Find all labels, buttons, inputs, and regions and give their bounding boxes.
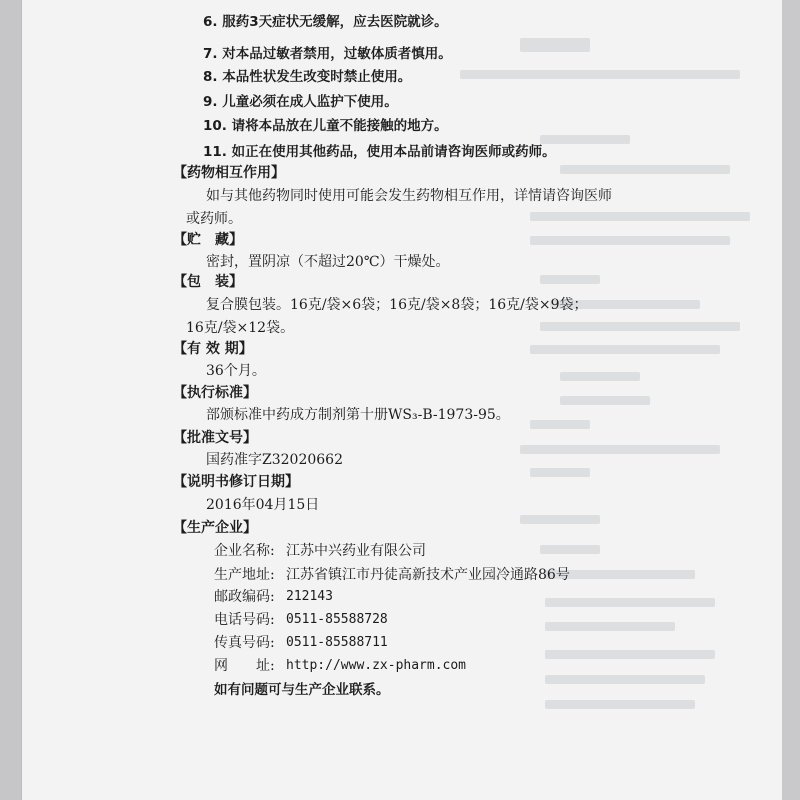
bracket-open: 【 (173, 165, 187, 181)
precaution-item: 6. 服药3天症状无缓解，应去医院就诊。 (203, 14, 448, 30)
packaging-text: 16克/袋×12袋。 (186, 320, 295, 336)
bracket-open: 【 (173, 385, 187, 401)
section-heading-label: 执行标准 (187, 385, 243, 401)
interactions-text: 如与其他药物同时使用可能会发生药物相互作用，详情请咨询医师 (206, 188, 612, 204)
section-heading-manufacturer (173, 519, 257, 537)
bracket-close: 】 (243, 520, 257, 536)
section-heading-label: 生产企业 (187, 520, 243, 536)
bracket-close: 】 (271, 165, 285, 181)
bracket-close: 】 (229, 232, 243, 248)
bracket-close: 】 (238, 341, 253, 357)
section-heading-revision-date (173, 473, 299, 491)
bracket-open: 【 (173, 474, 187, 490)
packaging-text: 复合膜包装。16克/袋×6袋；16克/袋×8袋；16克/袋×9袋； (206, 297, 588, 313)
company-name-label: 企业名称: (214, 543, 275, 559)
postcode: 212143 (286, 589, 333, 604)
approval-number: 国药准字Z32020662 (206, 452, 343, 468)
address: 江苏省镇江市丹徒高新技术产业园冷通路86号 (286, 567, 570, 583)
section-heading-label: 说明书修订日期 (187, 474, 285, 490)
section-heading-standard (173, 384, 257, 402)
precaution-item: 9. 儿童必须在成人监护下使用。 (203, 94, 398, 110)
section-heading-label: 批准文号 (187, 430, 243, 446)
bracket-close: 】 (229, 274, 243, 290)
section-heading-label: 贮 藏 (187, 232, 229, 248)
fax: 0511-85588711 (286, 635, 388, 650)
section-heading-approval (173, 429, 257, 447)
bracket-open: 【 (173, 341, 187, 357)
section-heading-label: 药物相互作用 (187, 165, 271, 181)
bracket-open: 【 (173, 274, 187, 290)
bracket-close: 】 (285, 474, 299, 490)
bracket-close: 】 (243, 430, 257, 446)
phone: 0511-85588728 (286, 612, 388, 627)
section-heading-label: 包 装 (187, 274, 229, 290)
bracket-open: 【 (173, 430, 187, 446)
precaution-item: 11. 如正在使用其他药品，使用本品前请咨询医师或药师。 (203, 144, 556, 160)
section-heading-label: 有 效 期 (187, 341, 239, 357)
standard-text: 部颁标准中药成方制剂第十册WS₃-B-1973-95。 (206, 407, 510, 423)
section-heading-interactions (173, 164, 285, 182)
revision-date: 2016年04月15日 (206, 497, 320, 513)
fax-label: 传真号码: (214, 635, 275, 651)
address-label: 生产地址: (214, 567, 275, 583)
bracket-close: 】 (243, 385, 257, 401)
precaution-item: 10. 请将本品放在儿童不能接触的地方。 (203, 118, 448, 134)
section-heading-validity (173, 340, 253, 358)
validity-text: 36个月。 (206, 363, 266, 379)
website: http://www.zx-pharm.com (286, 658, 467, 673)
company-name: 江苏中兴药业有限公司 (286, 543, 426, 559)
precaution-item: 7. 对本品过敏者禁用，过敏体质者慎用。 (203, 46, 452, 62)
section-heading-packaging (173, 273, 243, 291)
precaution-item: 8. 本品性状发生改变时禁止使用。 (203, 69, 412, 85)
storage-text: 密封，置阴凉（不超过20℃）干燥处。 (206, 254, 450, 270)
phone-label: 电话号码: (214, 612, 275, 628)
website-label: 网 址: (214, 658, 275, 674)
postcode-label: 邮政编码: (214, 589, 275, 605)
interactions-text: 或药师。 (186, 211, 242, 227)
section-heading-storage (173, 231, 243, 249)
bracket-open: 【 (173, 520, 187, 536)
contact-note: 如有问题可与生产企业联系。 (214, 682, 390, 698)
bracket-open: 【 (173, 232, 187, 248)
